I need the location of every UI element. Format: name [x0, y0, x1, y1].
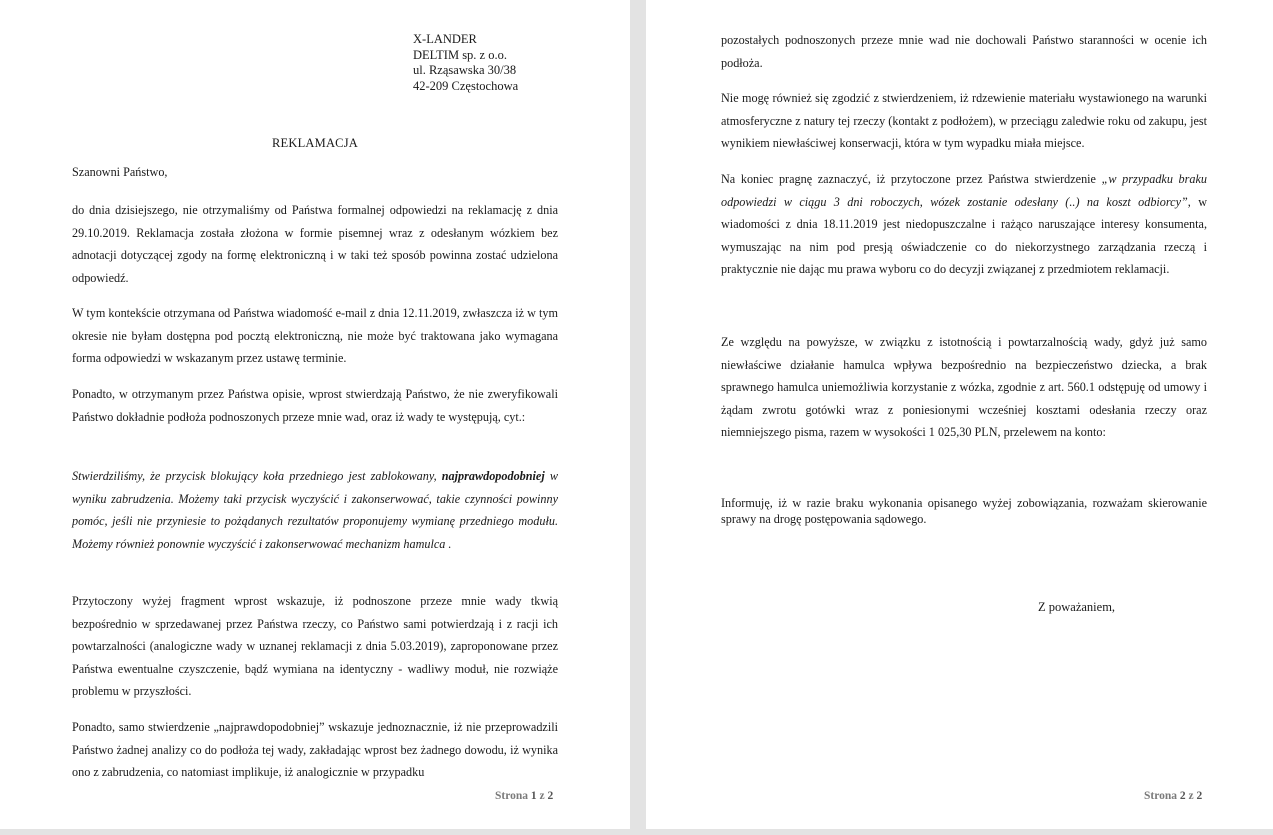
paragraph-3: Ponadto, w otrzymanym przez Państwa opisie, wprost stwierdzają Państwo, że nie zweryfikowali Państwo dokładnie podłoża podnoszonych przeze mnie wad, oraz iż wady te występują, cyt.:	[72, 387, 558, 424]
quote-text-bold: najprawdopodobniej	[441, 469, 545, 483]
p7-text-b: , w wiadomości z dnia 18.11.2019 jest niedopuszczalne i rażąco naruszające interesy konsumenta, wymuszając na nim pod presją oświadczenie co do niekorzystnego zarządzania rzeczą i praktycznie nie dając mu prawa wyboru co do decyzji związanej z przedmiotem reklamacji.	[721, 194, 1207, 276]
footer-prefix: Strona	[1144, 790, 1180, 802]
address-line: ul. Rząsawska 30/38	[413, 63, 517, 77]
quote-text-b: w wyniku zabrudzenia. Możemy taki przycisk wyczyścić i zakonserwować, takie czynności powinny pomóc, jeśli nie przyniesie to pożądanych rezultatów proponujemy wymianę przedniego modułu. Możemy również ponownie wyczyścić i zakonserwować mechanizm hamulca .	[72, 469, 558, 551]
quoted-fragment	[72, 465, 558, 555]
footer-prefix: Strona	[495, 790, 531, 802]
paragraph-continued: pozostałych podnoszonych przeze mnie wad nie dochowali Państwo staranności w ocenie ich podłoża.	[721, 33, 1207, 70]
footer-total: 2	[1196, 790, 1203, 802]
address-line: X-LANDER	[413, 32, 477, 46]
p7-text-a: Na koniec pragnę zaznaczyć, iż przytoczone przez Państwa stwierdzenie	[721, 172, 1102, 186]
footer-page: 2	[1179, 790, 1186, 802]
document-page-2	[646, 0, 1273, 832]
address-line: 42-209 Częstochowa	[413, 78, 519, 93]
closing-salutation: Z poważaniem,	[1038, 600, 1116, 614]
footer-total: 2	[547, 790, 554, 802]
paragraph-9: Informuję, iż w razie braku wykonania opisanego wyżej zobowiązania, rozważam skierowanie sprawy na drogę postępowania sądowego.	[721, 496, 1207, 526]
paragraph-6: Nie mogę również się zgodzić z stwierdzeniem, iż rdzewienie materiału wystawionego na warunki atmosferyczne z natury tej rzeczy (kontakt z podłożem), w przeciągu zaledwie roku od zakupu, jest wynikiem niewłaściwej konserwacji, która w tym wypadku miała miejsce.	[721, 91, 1207, 150]
paragraph-4: Przytoczony wyżej fragment wprost wskazuje, iż podnoszone przeze mnie wady tkwią bezpośrednio w sprzedawanej przez Państwa rzeczy, co Państwo sami potwierdzają i z racji ich powtarzalności (analogiczne wady w uznanej reklamacji z dnia 5.03.2019), zaproponowane przez Państwa ewentualne czyszczenie, bądź wymiana na identyczny - wadliwy moduł, nie rozwiąże problemu w przyszłości.	[72, 594, 558, 698]
paragraph-5: Ponadto, samo stwierdzenie „najprawdopodobniej” wskazuje jednoznacznie, iż nie przeprowadzili Państwo żadnej analizy co do podłoża tej wady, zakładając wprost bez żadnego dowodu, iż wynika ono z zabrudzenia, co natomiast implikuje, iż analogicznie w przypadku	[72, 720, 558, 779]
recipient-address	[413, 32, 518, 94]
page-number-footer	[495, 790, 553, 802]
footer-page: 1	[530, 790, 537, 802]
paragraph-2: W tym kontekście otrzymana od Państwa wiadomość e-mail z dnia 12.11.2019, zwłaszcza iż w tym okresie nie byłam dostępna pod pocztą elektroniczną, nie może być traktowana jako wymagana forma odpowiedzi w wskazanym przez ustawę terminie.	[72, 306, 558, 365]
footer-mid: z	[1185, 790, 1197, 802]
p7-quote: „w przypadku braku odpowiedzi w ciągu 3 dni roboczych, wózek zostanie odesłany (..) na koszt odbiorcy”	[721, 172, 1207, 209]
paragraph-1: do dnia dzisiejszego, nie otrzymaliśmy od Państwa formalnej odpowiedzi na reklamację z dnia 29.10.2019. Reklamacja została złożona w formie pisemnej wraz z odesłanym wózkiem bez adnotacji dotyczącej zgody na formę elektroniczną i w taki też sposób powinna zostać udzielona odpowiedź.	[72, 203, 558, 285]
page-bottom-edge	[0, 829, 630, 832]
footer-mid: z	[536, 790, 548, 802]
address-line: DELTIM sp. z o.o.	[413, 47, 507, 62]
page-bottom-edge	[646, 829, 1273, 832]
document-page-1	[0, 0, 630, 832]
document-title: REKLAMACJA	[271, 136, 359, 150]
paragraph-8: Ze względu na powyższe, w związku z istotnością i powtarzalnością wady, gdyż już samo niewłaściwe działanie hamulca wpływa bezpośrednio na bezpieczeństwo dziecka, a brak sprawnego hamulca uniemożliwia korzystanie z wózka, zgodnie z art. 560.1 odstępuję od umowy i żądam zwrotu gotówki wraz z poniesionymi wcześniej kosztami odesłania rzeczy oraz niemniejszego pisma, razem w wysokości 1 025,30 PLN, przelewem na konto:	[721, 335, 1207, 439]
paragraph-7	[721, 168, 1207, 281]
page-number-footer	[1144, 790, 1202, 802]
quote-text-a: Stwierdziliśmy, że przycisk blokujący koła przedniego jest zablokowany,	[72, 469, 442, 483]
greeting: Szanowni Państwo,	[72, 165, 168, 179]
